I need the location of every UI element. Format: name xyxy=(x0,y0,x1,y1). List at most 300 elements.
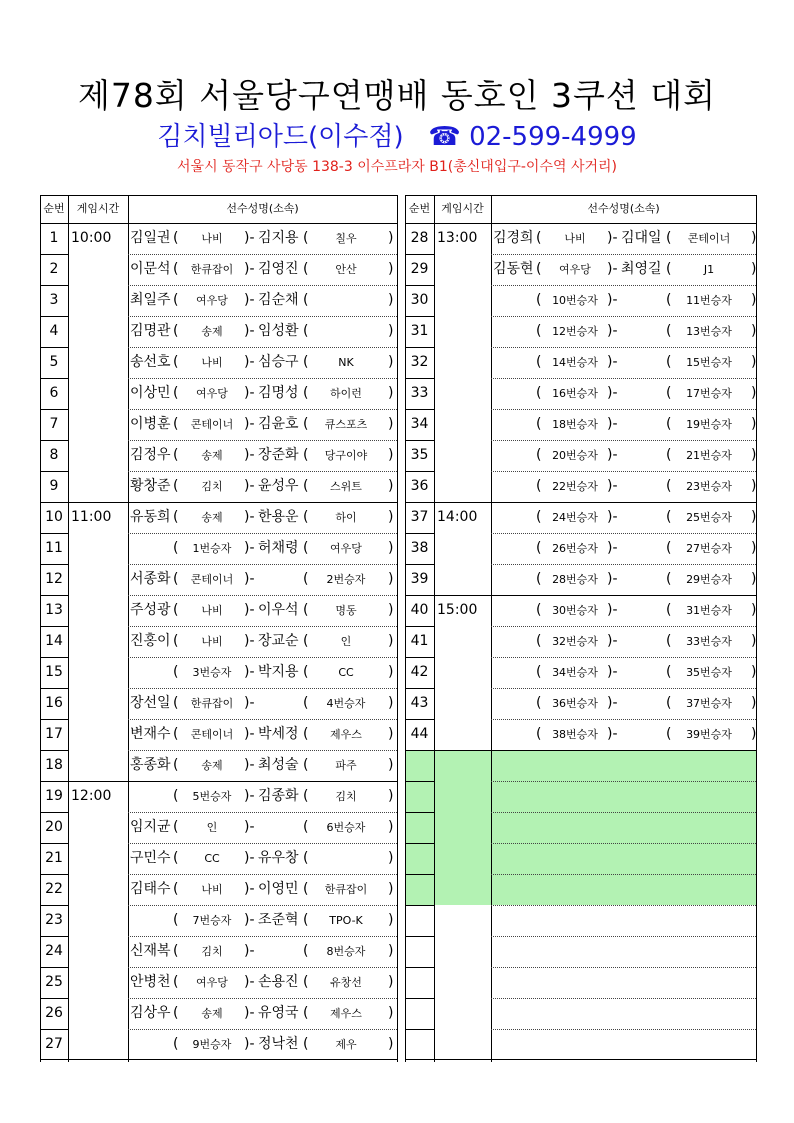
row-divider xyxy=(491,967,756,968)
separator: )- xyxy=(244,695,255,711)
match-entry xyxy=(491,719,756,750)
player1-affiliation: 인 xyxy=(206,821,218,834)
player1-affiliation: 1번승자 xyxy=(192,542,232,555)
separator: )- xyxy=(244,788,255,804)
match-entry xyxy=(128,1029,397,1060)
player1-affiliation: 20번승자 xyxy=(552,449,598,462)
open-paren: ( xyxy=(173,447,179,463)
player2-name: 김윤호 xyxy=(258,416,299,432)
separator: )- xyxy=(607,664,618,680)
player2-name: 심승구 xyxy=(258,354,299,370)
close-paren: ) xyxy=(388,633,394,649)
separator: )- xyxy=(244,478,255,494)
close-paren: ) xyxy=(751,571,757,587)
close-paren: ) xyxy=(388,323,394,339)
player2-affiliation: 스위트 xyxy=(330,480,362,493)
player2-name: 김명성 xyxy=(258,385,299,401)
open-paren: ( xyxy=(303,385,309,401)
player1-affiliation: 18번승자 xyxy=(552,418,598,431)
open-paren: ( xyxy=(173,757,179,773)
game-time: 13:00 xyxy=(437,230,478,246)
close-paren: ) xyxy=(388,726,394,742)
close-paren: ) xyxy=(388,540,394,556)
player2-affiliation: 23번승자 xyxy=(686,480,732,493)
game-number: 33 xyxy=(410,385,429,401)
open-paren: ( xyxy=(536,726,542,742)
row-divider xyxy=(405,750,435,751)
match-entry xyxy=(491,564,756,595)
game-number: 27 xyxy=(45,1036,63,1052)
player2-affiliation: 27번승자 xyxy=(686,542,732,555)
player2-name: 김지용 xyxy=(258,230,299,246)
player1-affiliation: 34번승자 xyxy=(552,666,598,679)
open-paren: ( xyxy=(536,478,542,494)
separator: )- xyxy=(607,354,618,370)
separator: )- xyxy=(607,292,618,308)
player2-affiliation: 하이 xyxy=(335,511,357,524)
row-divider xyxy=(405,998,435,999)
row-divider xyxy=(491,998,756,999)
separator: )- xyxy=(244,881,255,897)
game-number: 34 xyxy=(410,416,429,432)
separator: )- xyxy=(244,1005,255,1021)
row-divider xyxy=(491,1029,756,1030)
player1-name: 안병천 xyxy=(130,974,171,990)
separator: )- xyxy=(607,385,618,401)
player1-affiliation: 송제 xyxy=(201,759,223,772)
venue-address: 서울시 동작구 사당동 138-3 이수프라자 B1(총신대입구-이수역 사거리) xyxy=(177,159,617,175)
player2-affiliation: 제우스 xyxy=(330,1007,362,1020)
game-number: 15 xyxy=(45,664,63,680)
match-entry xyxy=(491,223,756,254)
game-number: 26 xyxy=(45,1005,63,1021)
player2-name: 최성술 xyxy=(258,757,299,773)
open-paren: ( xyxy=(303,695,309,711)
match-entry xyxy=(128,812,397,843)
header-no: 순번 xyxy=(43,202,65,215)
close-paren: ) xyxy=(388,819,394,835)
open-paren: ( xyxy=(173,664,179,680)
player1-name: 이상민 xyxy=(130,385,171,401)
open-paren: ( xyxy=(303,416,309,432)
separator: )- xyxy=(244,974,255,990)
row-divider xyxy=(491,781,756,782)
open-paren: ( xyxy=(303,292,309,308)
open-paren: ( xyxy=(173,478,179,494)
open-paren: ( xyxy=(536,261,542,277)
open-paren: ( xyxy=(536,540,542,556)
separator: )- xyxy=(244,571,255,587)
row-divider xyxy=(491,905,756,906)
separator: )- xyxy=(607,478,618,494)
close-paren: ) xyxy=(388,912,394,928)
row-divider xyxy=(405,936,435,937)
open-paren: ( xyxy=(536,602,542,618)
match-entry xyxy=(128,750,397,781)
game-number: 28 xyxy=(410,230,429,246)
header-time: 게임시간 xyxy=(76,202,120,215)
open-paren: ( xyxy=(303,633,309,649)
close-paren: ) xyxy=(388,1005,394,1021)
open-paren: ( xyxy=(536,447,542,463)
separator: )- xyxy=(244,354,255,370)
game-number: 41 xyxy=(410,633,429,649)
player2-affiliation: 명동 xyxy=(335,604,357,617)
player2-affiliation: 35번승자 xyxy=(686,666,732,679)
game-number: 12 xyxy=(45,571,63,587)
player1-affiliation: 36번승자 xyxy=(552,697,598,710)
separator: )- xyxy=(607,230,618,246)
open-paren: ( xyxy=(303,509,309,525)
player2-affiliation: 인 xyxy=(340,635,352,648)
match-entry xyxy=(128,254,397,285)
open-paren: ( xyxy=(536,292,542,308)
match-entry xyxy=(491,347,756,378)
player2-name: 박세정 xyxy=(258,726,299,742)
player1-name: 최일주 xyxy=(130,292,171,308)
player2-affiliation: 안산 xyxy=(335,263,357,276)
player1-affiliation: 여우당 xyxy=(196,294,228,307)
match-entry xyxy=(128,967,397,998)
player2-affiliation: 25번승자 xyxy=(686,511,732,524)
game-number: 25 xyxy=(45,974,63,990)
row-divider xyxy=(405,874,435,875)
open-paren: ( xyxy=(536,416,542,432)
player1-affiliation: 여우당 xyxy=(196,387,228,400)
separator: )- xyxy=(244,1036,255,1052)
close-paren: ) xyxy=(751,602,757,618)
game-number: 31 xyxy=(410,323,429,339)
player1-affiliation: 16번승자 xyxy=(552,387,598,400)
player2-name: 정낙천 xyxy=(258,1036,299,1052)
player1-affiliation: 김치 xyxy=(201,945,223,958)
game-number: 3 xyxy=(49,292,59,308)
open-paren: ( xyxy=(666,602,672,618)
match-entry xyxy=(128,595,397,626)
open-paren: ( xyxy=(303,788,309,804)
player1-affiliation: 나비 xyxy=(564,232,586,245)
open-paren: ( xyxy=(173,261,179,277)
player2-affiliation: 유창선 xyxy=(330,976,362,989)
header-no: 순번 xyxy=(408,202,431,215)
player1-affiliation: 10번승자 xyxy=(552,294,598,307)
column-divider xyxy=(434,195,435,1062)
player2-affiliation: 제우 xyxy=(335,1038,357,1051)
open-paren: ( xyxy=(666,571,672,587)
player1-name: 장선일 xyxy=(130,695,171,711)
player1-name: 구민수 xyxy=(130,850,171,866)
open-paren: ( xyxy=(173,571,179,587)
open-paren: ( xyxy=(666,261,672,277)
game-number: 17 xyxy=(45,726,63,742)
game-number: 9 xyxy=(49,478,59,494)
close-paren: ) xyxy=(751,416,757,432)
match-entry xyxy=(128,936,397,967)
open-paren: ( xyxy=(536,695,542,711)
open-paren: ( xyxy=(173,943,179,959)
separator: )- xyxy=(607,323,618,339)
player2-name: 이영민 xyxy=(258,881,299,897)
open-paren: ( xyxy=(666,416,672,432)
separator: )- xyxy=(607,261,618,277)
match-entry xyxy=(128,347,397,378)
player1-affiliation: 여우당 xyxy=(559,263,591,276)
open-paren: ( xyxy=(536,323,542,339)
game-number: 24 xyxy=(45,943,63,959)
player2-name: 장준화 xyxy=(258,447,299,463)
match-entry xyxy=(491,440,756,471)
player2-affiliation: 제우스 xyxy=(330,728,362,741)
player2-name: 임성환 xyxy=(258,323,299,339)
close-paren: ) xyxy=(388,354,394,370)
separator: )- xyxy=(607,633,618,649)
match-entry xyxy=(128,316,397,347)
close-paren: ) xyxy=(751,447,757,463)
player2-name: 박지용 xyxy=(258,664,299,680)
open-paren: ( xyxy=(303,230,309,246)
game-time: 11:00 xyxy=(71,509,112,525)
player2-affiliation: TPO-K xyxy=(329,914,363,927)
row-divider xyxy=(405,781,435,782)
separator: )- xyxy=(244,540,255,556)
open-paren: ( xyxy=(303,478,309,494)
player1-affiliation: 콘테이너 xyxy=(190,728,234,741)
open-paren: ( xyxy=(303,602,309,618)
game-number: 23 xyxy=(45,912,63,928)
row-divider xyxy=(405,967,435,968)
separator: )- xyxy=(244,416,255,432)
player1-affiliation: 나비 xyxy=(201,883,223,896)
open-paren: ( xyxy=(173,1005,179,1021)
close-paren: ) xyxy=(388,478,394,494)
player1-affiliation: 9번승자 xyxy=(192,1038,232,1051)
player1-affiliation: 5번승자 xyxy=(192,790,232,803)
player2-affiliation: 31번승자 xyxy=(686,604,732,617)
match-entry xyxy=(128,874,397,905)
open-paren: ( xyxy=(303,354,309,370)
separator: )- xyxy=(244,447,255,463)
player1-affiliation: 38번승자 xyxy=(552,728,598,741)
column-divider xyxy=(397,195,398,1062)
player2-name: 김대일 xyxy=(621,230,662,246)
open-paren: ( xyxy=(173,788,179,804)
close-paren: ) xyxy=(388,292,394,308)
game-number: 32 xyxy=(410,354,429,370)
player1-affiliation: 7번승자 xyxy=(192,914,232,927)
game-time: 12:00 xyxy=(71,788,112,804)
highlight-block xyxy=(405,750,756,905)
player2-affiliation: 39번승자 xyxy=(686,728,732,741)
open-paren: ( xyxy=(303,664,309,680)
match-entry xyxy=(128,285,397,316)
match-entry xyxy=(128,223,397,254)
open-paren: ( xyxy=(173,354,179,370)
game-number: 13 xyxy=(45,602,63,618)
open-paren: ( xyxy=(666,633,672,649)
row-divider xyxy=(491,812,756,813)
player1-affiliation: 한큐잡이 xyxy=(190,263,234,276)
player1-name: 김태수 xyxy=(130,881,171,897)
open-paren: ( xyxy=(666,354,672,370)
open-paren: ( xyxy=(173,695,179,711)
player2-affiliation: CC xyxy=(338,666,354,679)
close-paren: ) xyxy=(388,788,394,804)
separator: )- xyxy=(244,292,255,308)
open-paren: ( xyxy=(666,385,672,401)
open-paren: ( xyxy=(303,323,309,339)
close-paren: ) xyxy=(751,509,757,525)
separator: )- xyxy=(607,726,618,742)
close-paren: ) xyxy=(388,664,394,680)
player1-affiliation: 송제 xyxy=(201,449,223,462)
match-entry xyxy=(491,533,756,564)
player1-name: 김경희 xyxy=(493,230,534,246)
close-paren: ) xyxy=(751,540,757,556)
player1-name: 김동현 xyxy=(493,261,534,277)
player1-name: 진홍이 xyxy=(130,633,171,649)
match-entry xyxy=(128,843,397,874)
match-entry xyxy=(491,378,756,409)
game-number: 19 xyxy=(45,788,63,804)
game-time: 14:00 xyxy=(437,509,478,525)
close-paren: ) xyxy=(751,695,757,711)
player2-affiliation: 큐스포츠 xyxy=(324,418,368,431)
match-entry xyxy=(128,564,397,595)
close-paren: ) xyxy=(388,509,394,525)
open-paren: ( xyxy=(173,385,179,401)
player1-affiliation: 24번승자 xyxy=(552,511,598,524)
match-entry xyxy=(491,316,756,347)
match-entry xyxy=(128,440,397,471)
separator: )- xyxy=(244,664,255,680)
player2-affiliation: 하이런 xyxy=(330,387,362,400)
open-paren: ( xyxy=(173,819,179,835)
separator: )- xyxy=(607,695,618,711)
match-entry xyxy=(128,409,397,440)
player2-affiliation: 여우당 xyxy=(330,542,362,555)
open-paren: ( xyxy=(536,664,542,680)
player2-affiliation: 37번승자 xyxy=(686,697,732,710)
player2-name: 김순채 xyxy=(258,292,299,308)
open-paren: ( xyxy=(303,943,309,959)
match-entry xyxy=(128,657,397,688)
open-paren: ( xyxy=(173,633,179,649)
page-title: 제78회 서울당구연맹배 동호인 3쿠션 대회 xyxy=(78,76,716,115)
separator: )- xyxy=(607,447,618,463)
separator: )- xyxy=(244,850,255,866)
separator: )- xyxy=(244,633,255,649)
close-paren: ) xyxy=(751,354,757,370)
open-paren: ( xyxy=(173,230,179,246)
match-entry xyxy=(128,905,397,936)
separator: )- xyxy=(244,509,255,525)
open-paren: ( xyxy=(536,633,542,649)
player2-affiliation: 29번승자 xyxy=(686,573,732,586)
player1-affiliation: 30번승자 xyxy=(552,604,598,617)
player1-affiliation: 22번승자 xyxy=(552,480,598,493)
open-paren: ( xyxy=(666,478,672,494)
player2-name: 최영길 xyxy=(621,261,662,277)
game-number: 43 xyxy=(410,695,429,711)
game-number: 39 xyxy=(410,571,429,587)
close-paren: ) xyxy=(388,447,394,463)
match-entry xyxy=(128,378,397,409)
match-entry xyxy=(491,595,756,626)
game-number: 35 xyxy=(410,447,429,463)
match-entry xyxy=(491,285,756,316)
player1-affiliation: 3번승자 xyxy=(192,666,232,679)
game-number: 1 xyxy=(49,230,59,246)
player1-name: 김명관 xyxy=(130,323,171,339)
player2-affiliation: 21번승자 xyxy=(686,449,732,462)
game-number: 2 xyxy=(49,261,59,277)
match-entry xyxy=(491,688,756,719)
close-paren: ) xyxy=(388,571,394,587)
close-paren: ) xyxy=(751,292,757,308)
close-paren: ) xyxy=(751,385,757,401)
player2-name: 김영진 xyxy=(258,261,299,277)
game-number: 7 xyxy=(49,416,59,432)
row-divider xyxy=(491,843,756,844)
close-paren: ) xyxy=(751,230,757,246)
player2-name: 유영국 xyxy=(258,1005,299,1021)
row-divider xyxy=(405,905,435,906)
open-paren: ( xyxy=(173,912,179,928)
open-paren: ( xyxy=(303,1036,309,1052)
player1-name: 황창준 xyxy=(130,478,171,494)
open-paren: ( xyxy=(303,571,309,587)
player1-name: 김정우 xyxy=(130,447,171,463)
player2-affiliation: 김치 xyxy=(335,790,357,803)
player1-name: 변재수 xyxy=(130,726,171,742)
player1-affiliation: 12번승자 xyxy=(552,325,598,338)
player1-affiliation: 콘테이너 xyxy=(190,418,234,431)
close-paren: ) xyxy=(388,757,394,773)
player2-name: 김종화 xyxy=(258,788,299,804)
match-entry xyxy=(128,781,397,812)
player2-affiliation: 8번승자 xyxy=(326,945,366,958)
player2-affiliation: 19번승자 xyxy=(686,418,732,431)
game-number: 30 xyxy=(410,292,429,308)
close-paren: ) xyxy=(388,385,394,401)
close-paren: ) xyxy=(388,974,394,990)
open-paren: ( xyxy=(173,416,179,432)
game-number: 37 xyxy=(410,509,429,525)
game-number: 18 xyxy=(45,757,63,773)
player1-affiliation: 나비 xyxy=(201,232,223,245)
venue-line xyxy=(0,121,794,153)
close-paren: ) xyxy=(388,416,394,432)
open-paren: ( xyxy=(173,540,179,556)
open-paren: ( xyxy=(536,385,542,401)
open-paren: ( xyxy=(173,292,179,308)
player2-affiliation: 콘테이너 xyxy=(687,232,731,245)
player1-name: 송선호 xyxy=(130,354,171,370)
open-paren: ( xyxy=(173,881,179,897)
match-entry xyxy=(491,471,756,502)
open-paren: ( xyxy=(666,447,672,463)
player2-name: 조준혁 xyxy=(258,912,299,928)
open-paren: ( xyxy=(303,447,309,463)
player1-affiliation: CC xyxy=(204,852,220,865)
game-number: 10 xyxy=(45,509,63,525)
match-entry xyxy=(128,998,397,1029)
player1-affiliation: 14번승자 xyxy=(552,356,598,369)
player1-affiliation: 28번승자 xyxy=(552,573,598,586)
player1-affiliation: 한큐잡이 xyxy=(190,697,234,710)
open-paren: ( xyxy=(303,850,309,866)
separator: )- xyxy=(244,323,255,339)
